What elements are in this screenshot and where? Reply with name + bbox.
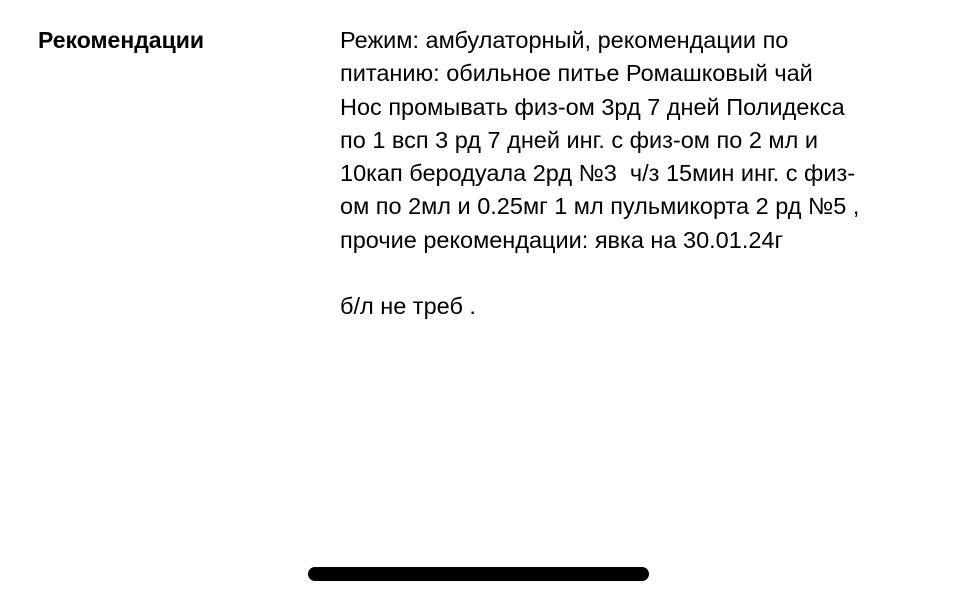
recommendation-line: 10кап беродуала 2рд №3 ч/з 15мин инг. с физ- (340, 160, 856, 187)
recommendation-line: Нос промывать физ-ом 3рд 7 дней Полидекса (340, 93, 845, 120)
recommendations-label: Рекомендации (38, 27, 205, 53)
recommendation-line: питанию: обильное питье Ромашковый чай (340, 60, 813, 87)
recommendation-line: Режим: амбулаторный, рекомендации по (340, 27, 789, 53)
recommendation-line: по 1 всп 3 рд 7 дней инг. с физ-ом по 2 мл и (340, 126, 818, 153)
sick-leave-note: б/л не треб . (340, 293, 476, 320)
recommendation-line: ом по 2мл и 0.25мг 1 мл пульмикорта 2 рд №5 , (340, 193, 860, 220)
home-indicator[interactable] (308, 567, 649, 581)
recommendations-text (340, 24, 945, 323)
recommendation-line: прочие рекомендации: явка на 30.01.24г (340, 226, 784, 253)
